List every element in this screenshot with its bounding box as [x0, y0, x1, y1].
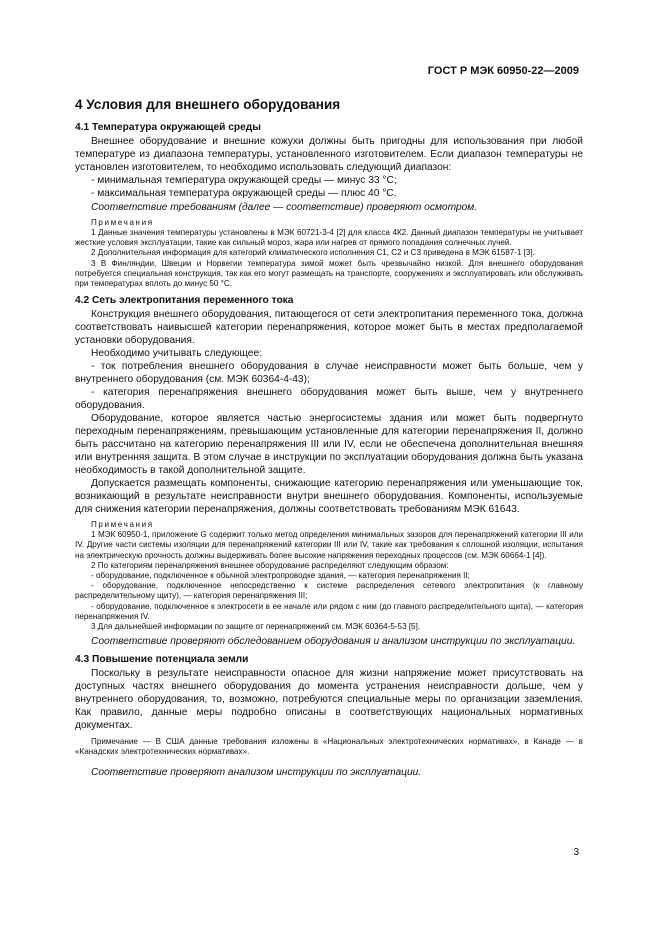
subsection-4-2-title: 4.2 Сеть электропитания переменного тока — [75, 295, 294, 307]
list-item: - категория перенапряжения внешнего оборудования может быть выше, чем у внутреннего оборудования. — [75, 387, 583, 412]
note: Примечание — В США данные требования изложены в «Национальных электротехнических нормативах», в Канаде — в «Канадских электротехнических нормативах». — [75, 737, 583, 757]
note: 2 Дополнительная информация для категорий климатического исполнения С1, С2 и С3 приведена в МЭК 61587-1 [3]. — [91, 248, 535, 258]
paragraph: Поскольку в результате неисправности опасное для жизни напряжение может присутствовать на доступных частях внешнего оборудования до момента устранения неисправности дольше, чем у внутреннего оборудования, то, возможно, потребуются специальные меры по организации заземления. Как правило, данные меры подробно описаны в соответствующих национальных нормативных документах. — [75, 668, 583, 732]
compliance-statement: Соответствие проверяют обследованием оборудования и анализом инструкции по эксплуатации. — [91, 636, 576, 648]
main-content — [75, 97, 583, 779]
compliance-statement: Соответствие проверяют анализом инструкции по эксплуатации. — [91, 766, 422, 778]
compliance-statement: Соответствие требованиям (далее — соответствие) проверяют осмотром. — [91, 202, 478, 213]
standard-designation: ГОСТ Р МЭК 60950-22—2009 — [427, 65, 579, 77]
notes-heading: Примечания — [91, 218, 154, 227]
subsection-4-1-title: 4.1 Температура окружающей среды — [75, 122, 261, 133]
note: 1 МЭК 60950-1, приложение G содержит только метод определения минимальных зазоров для перенапряжений категории III или IV. Другие части системы изоляции для перенапряжений категории III или IV, такие как требования к сплошной изоляции, испытания на электрическую прочность должны выдерживать более высокие напряжения переходных процессов (см. МЭК 60664-1 [4]). — [75, 530, 583, 560]
paragraph: Конструкция внешнего оборудования, питающегося от сети электропитания переменного тока, должна соответствовать наивысшей категории перенапряжения, которое может быть в местах предполагаемой установки оборудования. — [75, 309, 583, 347]
notes-heading: Примечания — [91, 520, 154, 530]
paragraph: Допускается размещать компоненты, снижающие категорию перенапряжения или уменьшающие ток, возникающий в результате неисправности внутри внешнего оборудования. Компоненты, используемые для снижения категории перенапряжения, должны соответствовать требованиям МЭК 61643. — [75, 478, 583, 516]
note-list-item: - оборудование, подключенное непосредственно к системе распределения сетевого электропитания (к главному распределительному щиту), — категория перенапряжения III; — [75, 581, 583, 601]
list-item: - минимальная температура окружающей среды — минус 33 °С; — [91, 175, 397, 186]
section-title: 4 Условия для внешнего оборудования — [75, 97, 341, 112]
list-item: - ток потребления внешнего оборудования в случае неисправности может быть больше, чем у внутреннего оборудования (см. МЭК 60364-4-43); — [75, 361, 583, 386]
note: 3 Для дальнейшей информации по защите от перенапряжений см. МЭК 60364-5-53 [5]. — [91, 622, 421, 632]
note: 1 Данные значения температуры установлены в МЭК 60721-3-4 [2] для класса 4К2. Данный диапазон температуры не учитывает жесткие условия эксплуатации, такие как сильный мороз, жара или нагрев от прямого попадания солнечных лучей. — [75, 228, 583, 248]
paragraph: Внешнее оборудование и внешние кожухи должны быть пригодны для использования при любой температуре из диапазона температуры, установленного изготовителем. Если диапазон температуры не установлен изготовителем, то необходимо использовать следующий диапазон: — [75, 136, 583, 173]
note-list-item: - оборудование, подключенное к электросети в ее начале или рядом с ним (до главного распределительного щита), — категория перенапряжения IV. — [75, 601, 583, 621]
paragraph: Необходимо учитывать следующее: — [91, 348, 262, 360]
list-item: - максимальная температура окружающей среды — плюс 40 °С. — [91, 188, 397, 199]
note: 2 По категориям перенапряжения внешнее оборудование распределяют следующим образом: — [91, 560, 449, 570]
paragraph: Оборудование, которое является частью энергосистемы здания или может быть подвергнуто переходным перенапряжениям, превышающим установленные для категории перенапряжения II, должно быть рассчитано на категорию перенапряжения III или IV, если не обеспечена дополнительная внешняя или внутренняя защита. В этом случае в инструкции по эксплуатации оборудования должна быть указана необходимость в такой дополнительной защите. — [75, 413, 583, 477]
subsection-4-3-title: 4.3 Повышение потенциала земли — [75, 654, 249, 666]
note-list-item: - оборудование, подключенное к обычной электропроводке здания, — категория перенапряжения II; — [91, 571, 470, 581]
note: 3 В Финляндии, Швеции и Норвегии температура зимой может быть чрезвычайно низкой. Для внешнего оборудования потребуется специальная конструкция, так как его могут размещать на транспорте, сооружениях и эксплуатировать или обслуживать при температурах вплоть до минус 50 °С. — [75, 258, 583, 289]
page-number: 3 — [573, 847, 579, 858]
